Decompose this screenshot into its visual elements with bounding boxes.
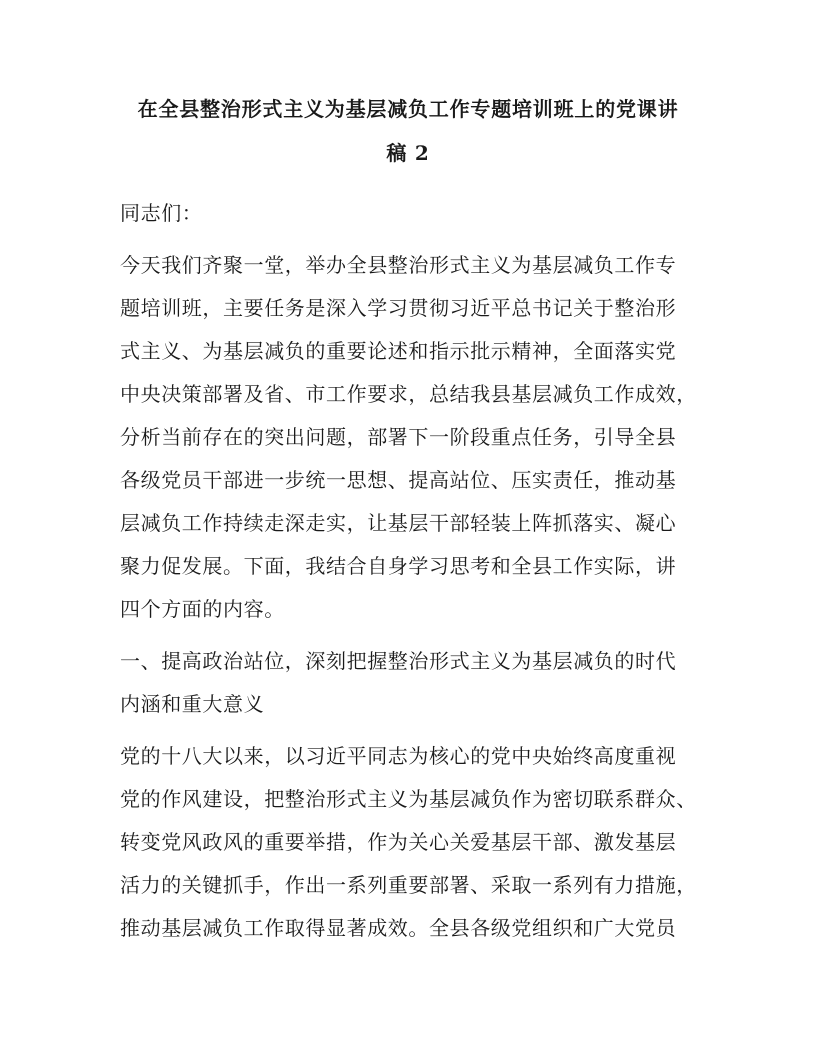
intro-line: 各级党员干部进一步统一思想、提高站位、压实责任，推动基 — [120, 468, 677, 492]
body-line: 转变党风政风的重要举措，作为关心关爱基层干部、激发基层 — [120, 830, 677, 854]
body-line: 推动基层减负工作取得显著成效。全县各级党组织和广大党员 — [120, 916, 677, 940]
intro-line: 题培训班，主要任务是深入学习贯彻习近平总书记关于整治形 — [120, 296, 677, 320]
title-line-1: 在全县整治形式主义为基层减负工作专题培训班上的党课讲 — [137, 97, 679, 121]
body-line: 活力的关键抓手，作出一系列重要部署、采取一系列有力措施， — [120, 873, 697, 897]
body-line: 党的十八大以来，以习近平同志为核心的党中央始终高度重视 — [120, 744, 677, 768]
salutation: 同志们： — [120, 201, 203, 225]
section-heading-line: 一、提高政治站位，深刻把握整治形式主义为基层减负的时代 — [120, 649, 677, 673]
intro-line: 分析当前存在的突出问题，部署下一阶段重点任务，引导全县 — [120, 425, 677, 449]
intro-line: 层减负工作持续走深走实，让基层干部轻装上阵抓落实、凝心 — [120, 511, 677, 535]
intro-line: 中央决策部署及省、市工作要求，总结我县基层减负工作成效， — [120, 382, 697, 406]
body-line: 党的作风建设，把整治形式主义为基层减负作为密切联系群众、 — [120, 787, 697, 811]
intro-line: 聚力促发展。下面，我结合自身学习思考和全县工作实际，讲 — [120, 554, 677, 578]
section-heading-line: 内涵和重大意义 — [120, 692, 265, 716]
intro-line: 四个方面的内容。 — [120, 597, 285, 621]
title-line-2: 稿 2 — [386, 141, 430, 165]
intro-line: 式主义、为基层减负的重要论述和指示批示精神，全面落实党 — [120, 339, 677, 363]
intro-line: 今天我们齐聚一堂，举办全县整治形式主义为基层减负工作专 — [120, 253, 677, 277]
